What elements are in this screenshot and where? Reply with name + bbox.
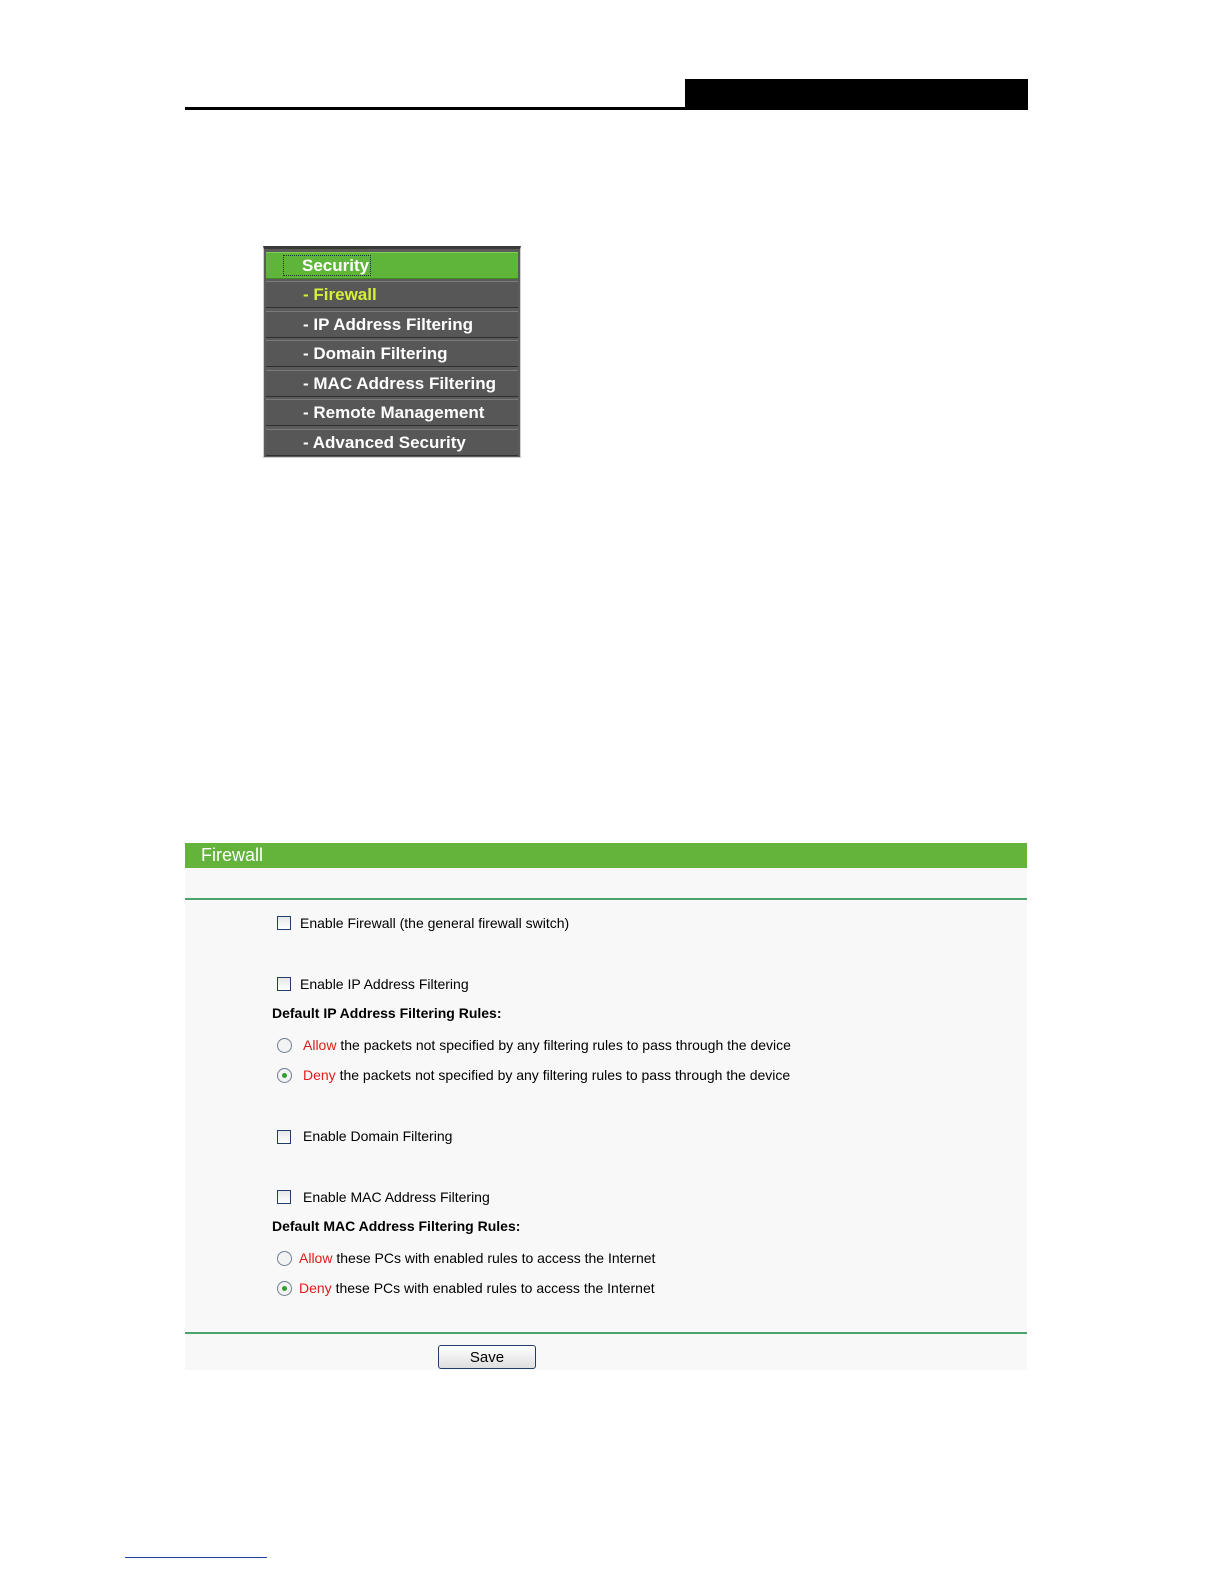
menu-dash: - bbox=[303, 344, 314, 363]
mac-rule-allow-text: these PCs with enabled rules to access the Internet bbox=[332, 1250, 656, 1266]
enable-firewall-label: Enable Firewall (the general firewall switch) bbox=[300, 915, 570, 931]
mac-rule-allow-label bbox=[299, 1249, 655, 1267]
enable-firewall-checkbox[interactable] bbox=[277, 916, 291, 930]
ip-rules-heading: Default IP Address Filtering Rules: bbox=[272, 1005, 502, 1021]
menu-dash: - bbox=[303, 433, 313, 452]
enable-mac-filtering-checkbox[interactable] bbox=[277, 1190, 291, 1204]
header-tab-block bbox=[685, 79, 1028, 110]
ip-rule-allow-keyword: Allow bbox=[303, 1037, 337, 1053]
menu-item-label: MAC Address Filtering bbox=[313, 374, 496, 393]
enable-ip-filtering-checkbox[interactable] bbox=[277, 977, 291, 991]
panel-divider-bottom bbox=[185, 1332, 1027, 1334]
mac-rule-allow-keyword: Allow bbox=[299, 1250, 333, 1266]
menu-item-domain-filtering[interactable] bbox=[266, 340, 518, 367]
panel-divider-top bbox=[185, 898, 1027, 900]
menu-item-label: IP Address Filtering bbox=[313, 315, 474, 334]
menu-dash: - bbox=[303, 315, 314, 334]
mac-rule-deny-radio[interactable] bbox=[277, 1281, 292, 1296]
save-button[interactable]: Save bbox=[438, 1345, 536, 1369]
menu-item-mac-address-filtering[interactable] bbox=[266, 370, 518, 397]
menu-item-label: Remote Management bbox=[313, 403, 485, 422]
header-rule bbox=[185, 107, 1028, 110]
menu-item-label: Firewall bbox=[313, 285, 377, 304]
menu-dash: - bbox=[303, 403, 314, 422]
mac-rule-allow-radio[interactable] bbox=[277, 1251, 292, 1266]
ip-rule-allow-label bbox=[303, 1036, 791, 1054]
mac-rules-heading: Default MAC Address Filtering Rules: bbox=[272, 1218, 521, 1234]
security-menu bbox=[263, 246, 521, 458]
menu-item-firewall[interactable] bbox=[266, 281, 518, 308]
menu-item-label: Advanced Security bbox=[312, 433, 466, 452]
mac-rule-deny-label bbox=[299, 1279, 655, 1297]
enable-domain-filtering-label: Enable Domain Filtering bbox=[303, 1128, 453, 1144]
menu-item-advanced-security[interactable] bbox=[266, 429, 518, 456]
menu-item-label: Domain Filtering bbox=[313, 344, 448, 363]
menu-header-security[interactable] bbox=[266, 252, 518, 279]
mac-rule-deny-keyword: Deny bbox=[299, 1280, 332, 1296]
ip-rule-deny-keyword: Deny bbox=[303, 1067, 336, 1083]
enable-mac-filtering-label: Enable MAC Address Filtering bbox=[303, 1189, 490, 1205]
enable-ip-filtering-label: Enable IP Address Filtering bbox=[300, 976, 469, 992]
menu-item-ip-address-filtering[interactable] bbox=[266, 311, 518, 338]
menu-item-remote-management[interactable] bbox=[266, 399, 518, 426]
footer-rule bbox=[125, 1557, 267, 1558]
ip-rule-deny-label bbox=[303, 1066, 790, 1084]
ip-rule-allow-radio[interactable] bbox=[277, 1038, 292, 1053]
mac-rule-deny-text: these PCs with enabled rules to access the Internet bbox=[331, 1280, 655, 1296]
ip-rule-allow-text: the packets not specified by any filtering rules to pass through the device bbox=[336, 1037, 791, 1053]
panel-title: Firewall bbox=[185, 843, 1027, 868]
enable-domain-filtering-checkbox[interactable] bbox=[277, 1130, 291, 1144]
ip-rule-deny-text: the packets not specified by any filtering rules to pass through the device bbox=[335, 1067, 791, 1083]
ip-rule-deny-radio[interactable] bbox=[277, 1068, 292, 1083]
menu-dash: - bbox=[303, 285, 314, 304]
menu-header-label: Security bbox=[283, 255, 371, 276]
menu-dash: - bbox=[303, 374, 314, 393]
